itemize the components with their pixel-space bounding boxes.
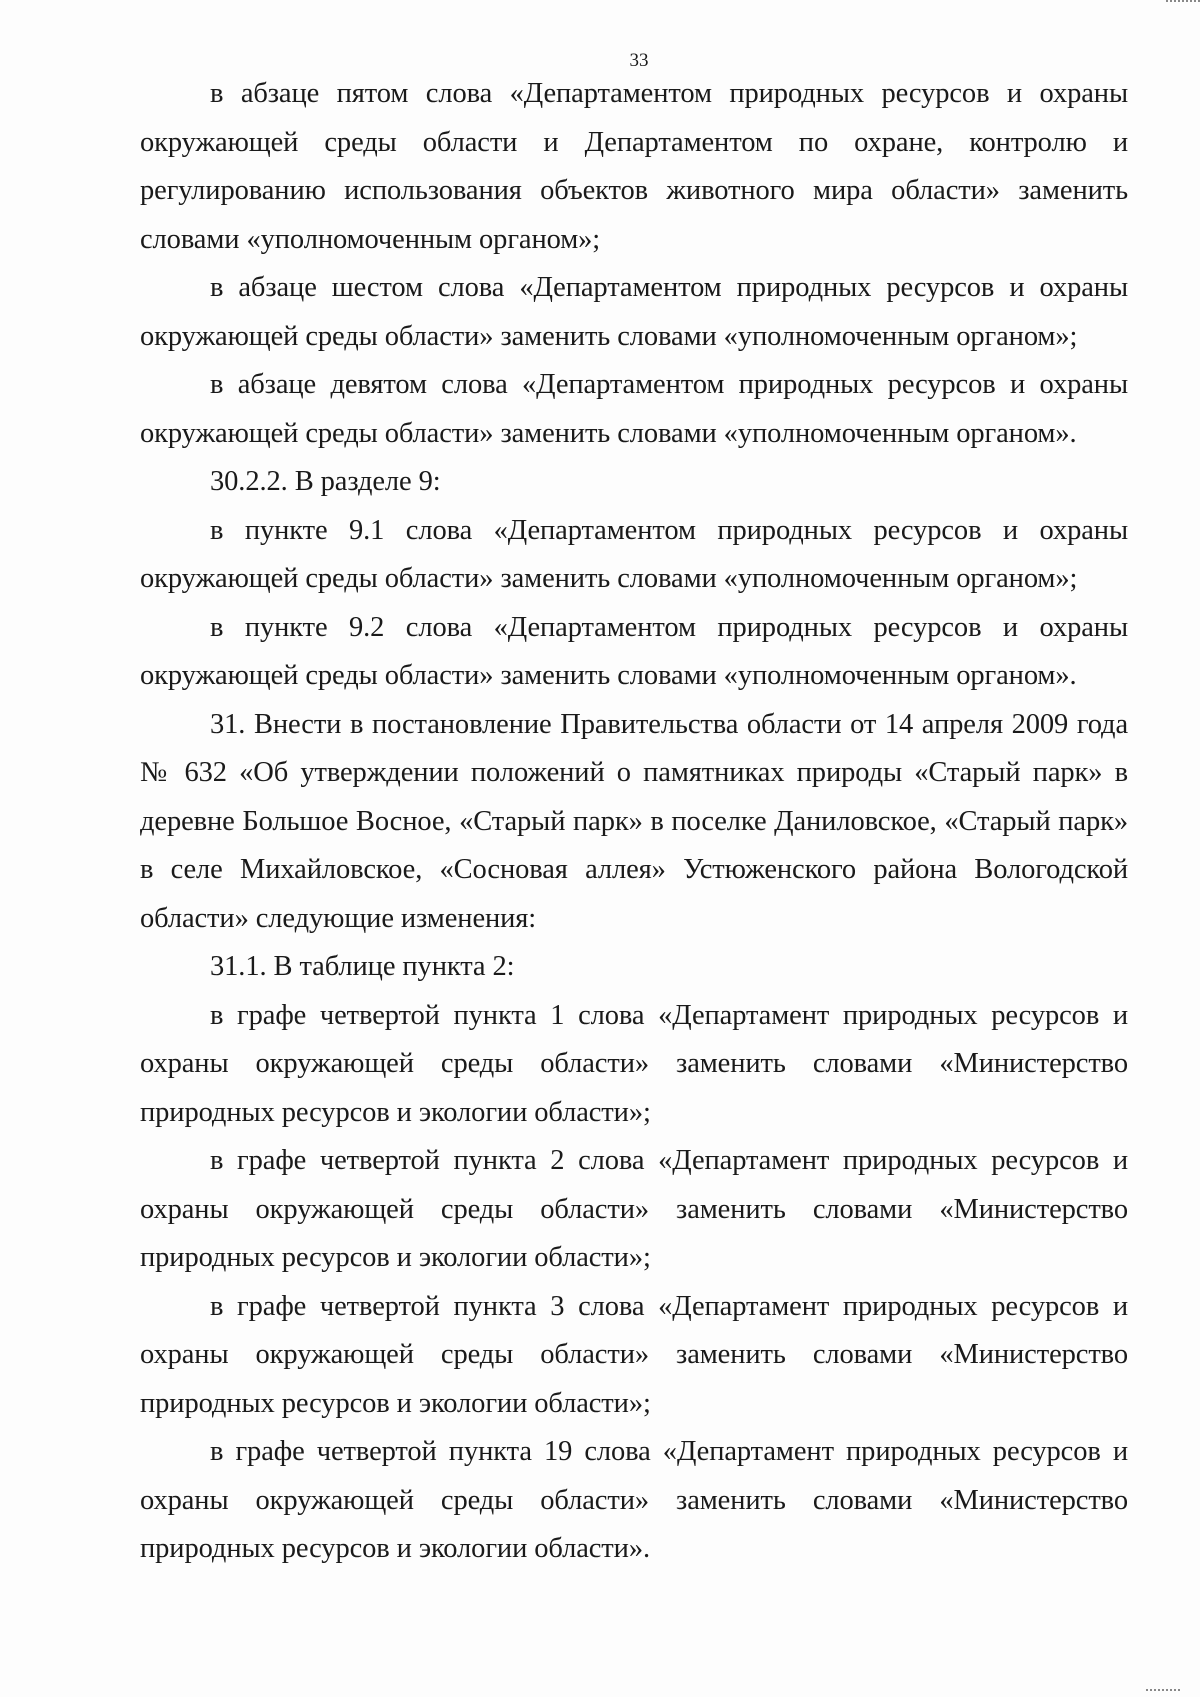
paragraph-column4-item2: в графе четвертой пункта 2 слова «Департамент природных ресурсов и охраны окружающей среды области» заменить словами «Министерство природных ресурсов и экологии области»; [140,1145,1128,1273]
paragraph-section-30-2-2: 30.2.2. В разделе 9: [210,466,441,497]
paragraph-abzac-5: в абзаце пятом слова «Департаментом природных ресурсов и охраны окружающей среды области и Департаментом по охране, контролю и регулированию использования объектов животного мира области» заменить словами «уполномоченным органом»; [140,78,1128,255]
paragraph-column4-item3: в графе четвертой пункта 3 слова «Департамент природных ресурсов и охраны окружающей среды области» заменить словами «Министерство природных ресурсов и экологии области»; [140,1290,1128,1419]
paragraph-column4-item1: в графе четвертой пункта 1 слова «Департамент природных ресурсов и охраны окружающей среды области» заменить словами «Министерство природных ресурсов и экологии области»; [140,999,1128,1128]
page-number: 33 [629,50,649,71]
paragraph-item-9-1: в пункте 9.1 слова «Департаментом природных ресурсов и охраны окружающей среды области» заменить словами «уполномоченным органом»; [140,514,1128,594]
document-body [140,70,1128,1574]
paragraph-item-31: 31. Внести в постановление Правительства области от 14 апреля 2009 года № 632 «Об утверждении положений о памятниках природы «Старый парк» в деревне Большое Восное, «Старый парк» в поселке Даниловское, «Старый парк» в селе Михайловское, «Сосновая аллея» Устюженского района Вологодской области» следующие изменения: [140,708,1128,934]
scan-corner-mark [1166,0,1200,8]
paragraph-item-31-1: 31.1. В таблице пункта 2: [210,951,515,982]
paragraph-column4-item19: в графе четвертой пункта 19 слова «Департамент природных ресурсов и охраны окружающей среды области» заменить словами «Министерство природных ресурсов и экологии области». [140,1436,1128,1564]
paragraph-item-9-2: в пункте 9.2 слова «Департаментом природных ресурсов и охраны окружающей среды области» заменить словами «уполномоченным органом». [140,611,1128,691]
scan-corner-mark [1146,1689,1180,1697]
paragraph-abzac-6: в абзаце шестом слова «Департаментом природных ресурсов и охраны окружающей среды области» заменить словами «уполномоченным органом»; [140,272,1128,352]
paragraph-abzac-9: в абзаце девятом слова «Департаментом природных ресурсов и охраны окружающей среды области» заменить словами «уполномоченным органом». [140,369,1128,449]
